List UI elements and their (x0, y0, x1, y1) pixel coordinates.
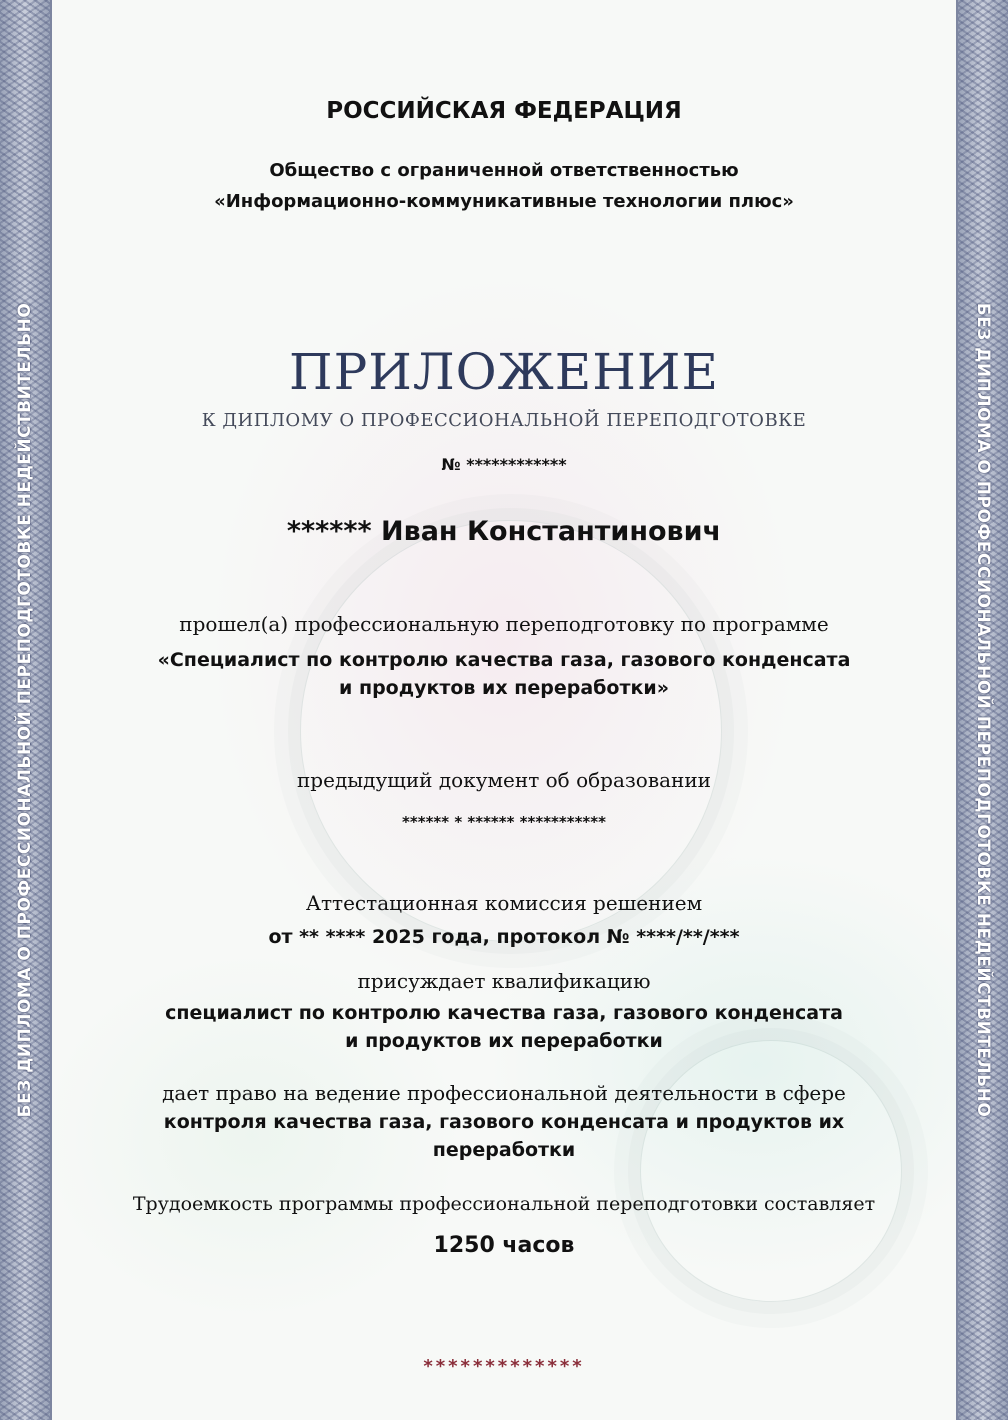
background-rosette (300, 520, 722, 942)
left-border-text: БЕЗ ДИПЛОМА О ПРОФЕССИОНАЛЬНОЙ ПЕРЕПОДГОТОВКЕ НЕДЕЙСТВИТЕЛЬНО (15, 302, 35, 1118)
organization-line-1: Общество с ограниченной ответственностью (269, 160, 739, 181)
right-guilloche-border (956, 0, 1008, 1420)
commission-text: Аттестационная комиссия решением (305, 891, 703, 915)
protocol-line: от ** **** 2025 года, протокол № ****/**/*** (268, 926, 740, 948)
document-title: ПРИЛОЖЕНИЕ (289, 343, 719, 401)
program-name-line-2: и продуктов их переработки» (339, 677, 669, 699)
document-number: № ************ (441, 455, 567, 474)
right-to-practice-text: дает право на ведение профессиональной деятельности в сфере (162, 1081, 846, 1105)
previous-document-label: предыдущий документ об образовании (296, 768, 712, 792)
sphere-line-2: переработки (432, 1139, 576, 1161)
organization-line-2: «Информационно-коммуникативные технологии плюс» (214, 191, 794, 212)
left-guilloche-border (0, 0, 52, 1420)
program-name-line-1: «Специалист по контролю качества газа, газового конденсата (157, 649, 851, 671)
background-seal-watermark (640, 1040, 902, 1302)
right-border-text: БЕЗ ДИПЛОМА О ПРОФЕССИОНАЛЬНОЙ ПЕРЕПОДГОТОВКЕ НЕДЕЙСТВИТЕЛЬНО (973, 302, 993, 1118)
previous-document-value: ****** * ****** *********** (402, 813, 606, 831)
qualification-line-2: и продуктов их переработки (345, 1030, 663, 1052)
country-heading: РОССИЙСКАЯ ФЕДЕРАЦИЯ (326, 98, 682, 124)
person-name: ****** Иван Константинович (286, 516, 722, 547)
document-subtitle: К ДИПЛОМУ О ПРОФЕССИОНАЛЬНОЙ ПЕРЕПОДГОТОВКЕ (201, 410, 807, 431)
serial-number: ************* (423, 1356, 585, 1377)
sphere-line-1: контроля качества газа, газового конденсата и продуктов их (163, 1111, 845, 1133)
labor-intensity-text: Трудоемкость программы профессиональной переподготовки составляет (132, 1193, 876, 1215)
awards-qualification-text: присуждает квалификацию (357, 969, 651, 993)
passed-text: прошел(а) профессиональную переподготовку по программе (179, 612, 829, 636)
qualification-line-1: специалист по контролю качества газа, газового конденсата (165, 1002, 843, 1024)
program-hours: 1250 часов (433, 1233, 575, 1258)
